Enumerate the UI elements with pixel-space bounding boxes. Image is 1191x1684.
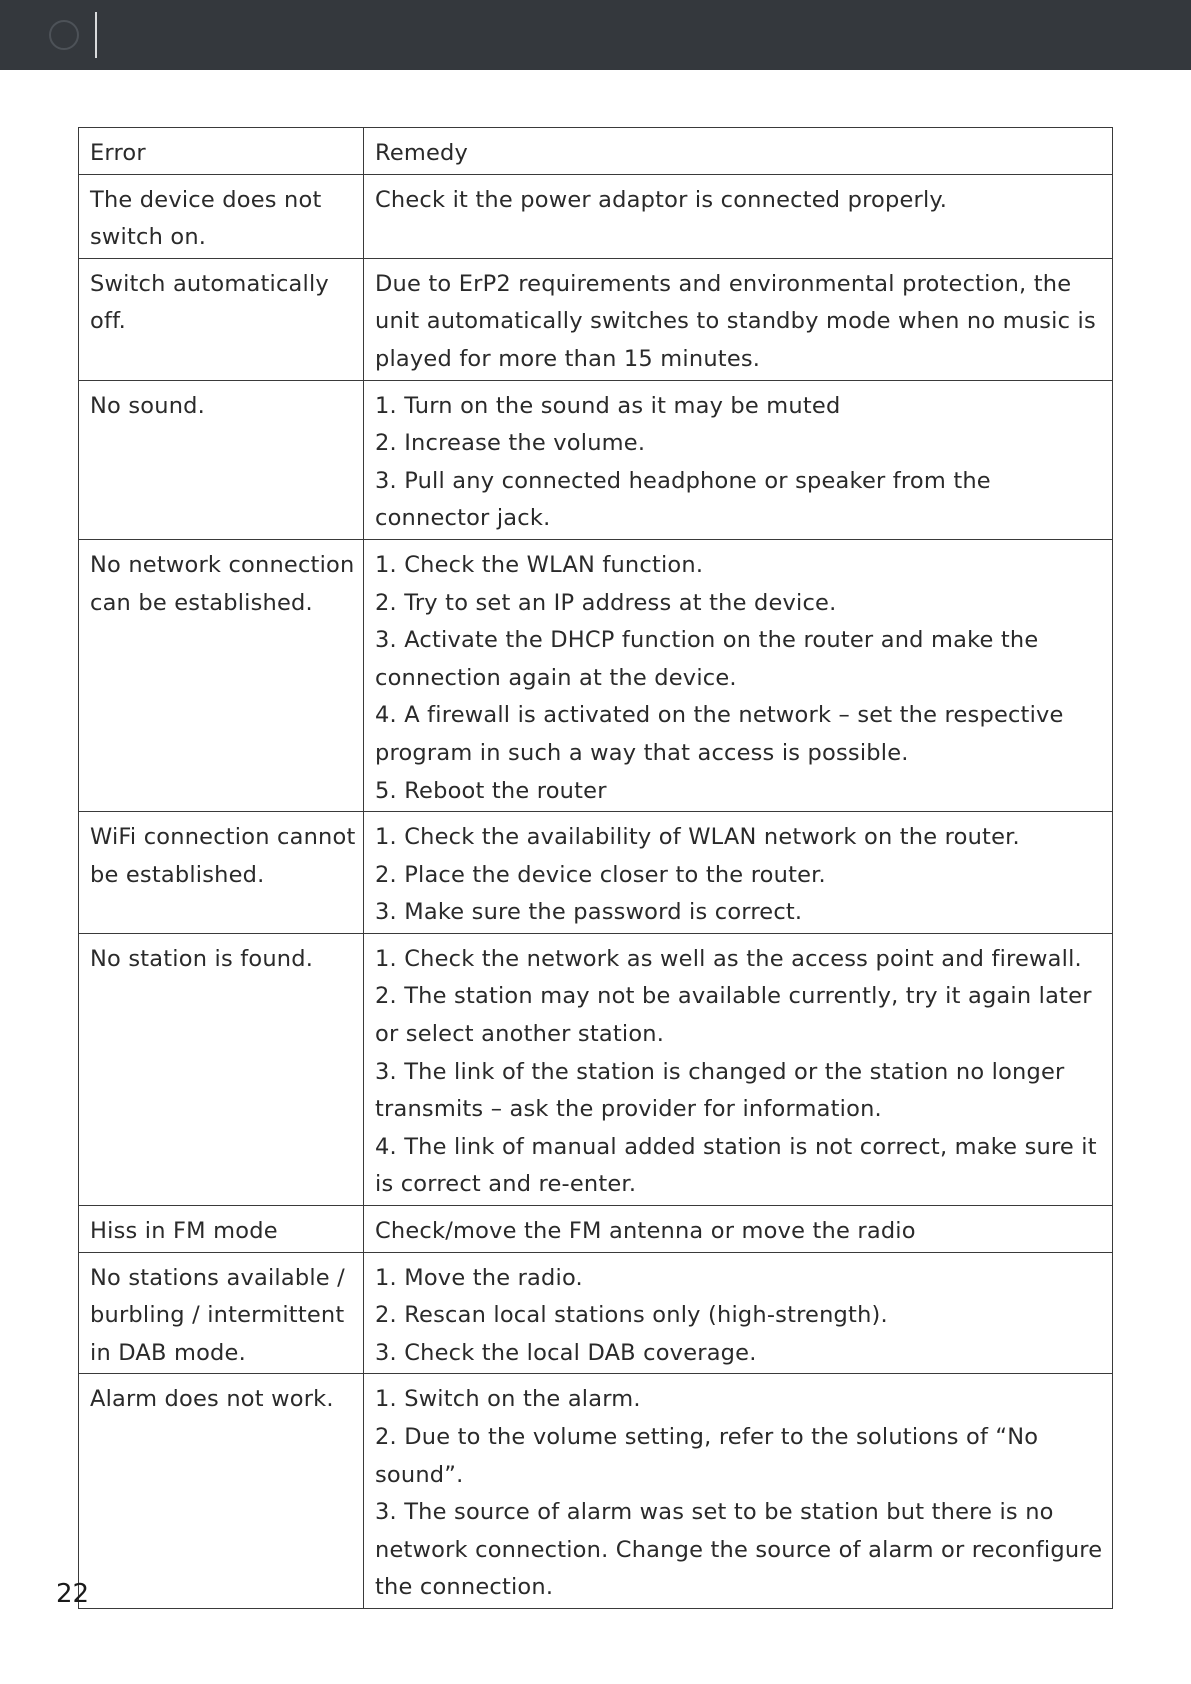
remedy-step: 1. Check the WLAN function. [375, 551, 704, 578]
table-row [79, 1252, 1113, 1374]
remedy-cell [364, 380, 1113, 539]
table-row [79, 539, 1113, 811]
remedy-step: 2. Place the device closer to the router. [375, 861, 826, 888]
remedy-step: 2. Due to the volume setting, refer to the solutions of “No sound”. [375, 1424, 1039, 1488]
remedy-step: 1. Switch on the alarm. [375, 1386, 641, 1413]
table-row [79, 1206, 1113, 1253]
remedy-step: 2. The station may not be available currently, try it again later or select another station. [375, 983, 1092, 1048]
error-cell: No network connection can be established. [79, 539, 364, 811]
error-cell: No stations available / burbling / intermittent in DAB mode. [79, 1252, 364, 1374]
error-column-header: Error [79, 128, 364, 175]
remedy-step: 3. Check the local DAB coverage. [375, 1339, 757, 1366]
remedy-step: 2. Rescan local stations only (high-strength). [375, 1302, 888, 1329]
error-cell: Alarm does not work. [79, 1374, 364, 1609]
remedy-step: 3. The link of the station is changed or the station no longer transmits – ask the provider for information. [375, 1058, 1065, 1123]
table-row [79, 933, 1113, 1205]
remedy-step: 3. Make sure the password is correct. [375, 899, 803, 926]
remedy-step: 1. Turn on the sound as it may be muted [375, 392, 841, 419]
remedy-step: 3. Pull any connected headphone or speaker from the connector jack. [375, 467, 991, 532]
table-header-row [79, 128, 1113, 175]
remedy-step: 1. Check the availability of WLAN network on the router. [375, 824, 1020, 851]
remedy-step: 1. Move the radio. [375, 1264, 583, 1291]
remedy-step: 3. Activate the DHCP function on the router and make the connection again at the device. [375, 627, 1039, 691]
error-cell: The device does not switch on. [79, 174, 364, 258]
remedy-step: 5. Reboot the router [375, 777, 607, 804]
remedy-cell [364, 539, 1113, 811]
remedy-cell [364, 1206, 1113, 1253]
remedy-step: 2. Try to set an IP address at the device. [375, 589, 837, 616]
remedy-cell [364, 812, 1113, 934]
error-cell: Hiss in FM mode [79, 1206, 364, 1253]
error-cell: Switch automatically off. [79, 258, 364, 380]
table-row [79, 380, 1113, 539]
header-divider [95, 12, 97, 58]
remedy-cell [364, 1374, 1113, 1609]
remedy-step: 2. Increase the volume. [375, 430, 646, 457]
remedy-cell [364, 258, 1113, 380]
remedy-cell [364, 933, 1113, 1205]
error-cell: WiFi connection cannot be established. [79, 812, 364, 934]
table-row [79, 812, 1113, 934]
table-row [79, 258, 1113, 380]
remedy-step: 1. Check the network as well as the access point and firewall. [375, 945, 1082, 972]
table-body [79, 174, 1113, 1608]
error-cell: No sound. [79, 380, 364, 539]
header-bar [0, 0, 1191, 70]
table-row [79, 1374, 1113, 1609]
remedy-step: 3. The source of alarm was set to be station but there is no network connection. Change the source of alarm or reconfigure the connection. [375, 1499, 1103, 1601]
remedy-step: Check it the power adaptor is connected properly. [375, 186, 948, 213]
table-row [79, 174, 1113, 258]
remedy-step: Check/move the FM antenna or move the radio [375, 1218, 916, 1245]
remedy-column-header: Remedy [364, 128, 1113, 175]
circle-logo-icon [49, 20, 79, 50]
remedy-cell [364, 174, 1113, 258]
remedy-step: 4. A firewall is activated on the network – set the respective program in such a way that access is possible. [375, 702, 1064, 766]
troubleshooting-table [78, 127, 1113, 1609]
remedy-step: Due to ErP2 requirements and environmental protection, the unit automatically switches to standby mode when no music is played for more than 15 minutes. [375, 270, 1096, 372]
remedy-cell [364, 1252, 1113, 1374]
error-cell: No station is found. [79, 933, 364, 1205]
page-number: 22 [56, 1579, 90, 1609]
remedy-step: 4. The link of manual added station is not correct, make sure it is correct and re-enter. [375, 1133, 1097, 1198]
